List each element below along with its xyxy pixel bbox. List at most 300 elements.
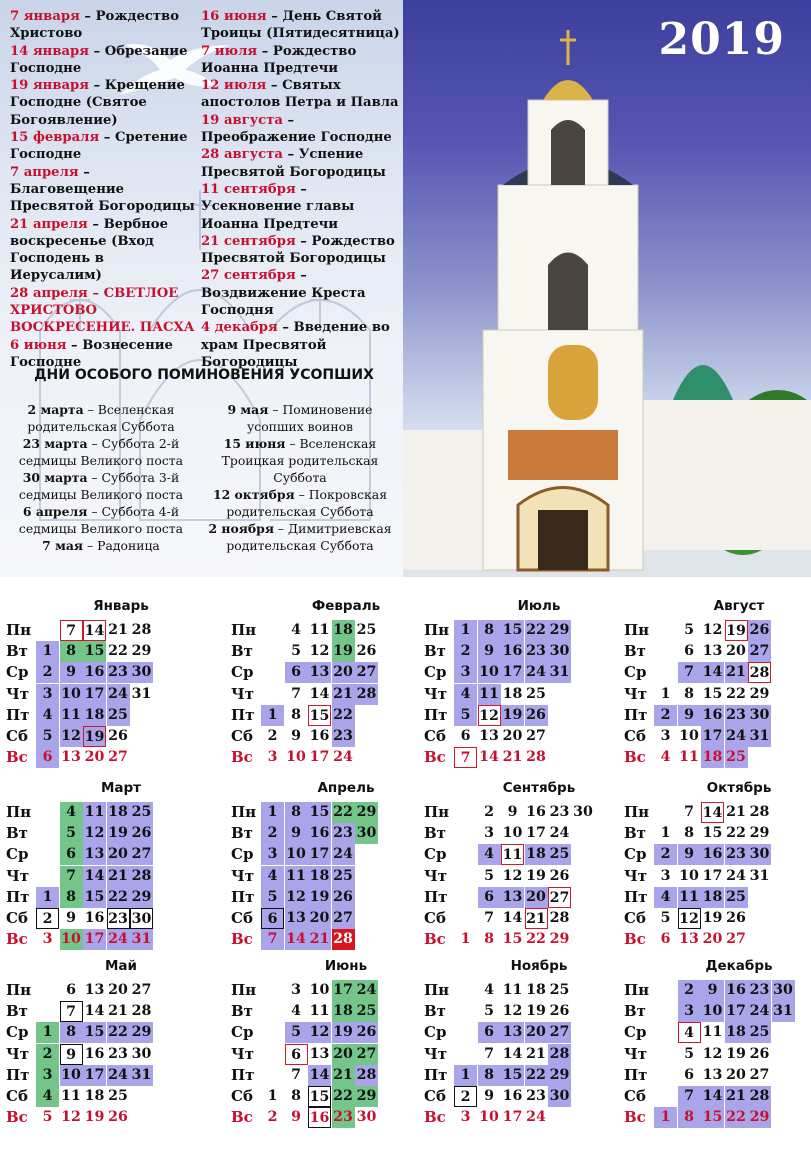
day-cell: 11 bbox=[702, 1024, 723, 1041]
day-cell: 3 bbox=[460, 1109, 471, 1126]
day-cell: 8 bbox=[478, 1065, 501, 1086]
day-cell: 10 bbox=[701, 1001, 724, 1022]
weekday-row bbox=[624, 620, 811, 641]
feast-item bbox=[201, 319, 401, 371]
feast-name: – Успение Пресвятой Богородицы bbox=[201, 147, 386, 180]
day-cell: 31 bbox=[130, 1065, 153, 1086]
day-cell: 29 bbox=[130, 887, 153, 908]
weekday-label: Ср bbox=[231, 845, 254, 864]
day-cell: 9 bbox=[66, 910, 76, 926]
day-cell: 1 bbox=[660, 685, 671, 702]
day-cell: 24 bbox=[725, 726, 748, 747]
feast-item bbox=[10, 43, 198, 78]
weekday-row bbox=[6, 620, 196, 641]
month-7 bbox=[424, 598, 614, 772]
day-cell: 11 bbox=[83, 802, 106, 823]
day-cell: 14 bbox=[285, 929, 308, 950]
weekday-row bbox=[6, 1107, 196, 1128]
weekday-label: Сб bbox=[624, 1087, 646, 1105]
day-cell: 21 bbox=[502, 749, 523, 766]
day-cell: 11 bbox=[61, 1088, 81, 1104]
day-cell: 18 bbox=[526, 982, 546, 998]
day-cell: 19 bbox=[332, 1022, 355, 1043]
day-cell: 8 bbox=[484, 931, 494, 948]
weekday-label: Пт bbox=[424, 705, 448, 724]
day-cell: 5 bbox=[36, 726, 59, 747]
weekday-label: Вс bbox=[424, 748, 446, 767]
weekday-label: Вт bbox=[231, 1002, 253, 1021]
day-cell: 17 bbox=[501, 662, 524, 683]
weekday-label: Пт bbox=[231, 887, 255, 906]
day-cell: 1 bbox=[36, 641, 59, 662]
day-cell: 28 bbox=[526, 749, 546, 766]
weekday-row bbox=[6, 1065, 196, 1086]
memorial-name: – Суббота 2-й седмицы Великого поста bbox=[18, 436, 184, 468]
feast-name: – СВЕТЛОЕ ХРИСТОВО ВОСКРЕСЕНИЕ. ПАСХА bbox=[10, 285, 195, 336]
day-cell: 11 bbox=[678, 887, 701, 908]
feast-date: 15 февраля bbox=[10, 130, 100, 146]
day-cell: 9 bbox=[678, 844, 701, 865]
weekday-row bbox=[6, 802, 196, 823]
day-cell: 8 bbox=[291, 1088, 301, 1104]
day-cell: 18 bbox=[308, 866, 331, 887]
feast-item bbox=[10, 164, 198, 216]
day-cell: 15 bbox=[502, 931, 523, 948]
weekday-label: Пн bbox=[424, 621, 450, 639]
weekday-row bbox=[231, 726, 421, 747]
weekday-row bbox=[231, 887, 421, 908]
day-cell: 5 bbox=[484, 867, 494, 884]
weekday-label: Пт bbox=[624, 887, 648, 906]
day-cell: 12 bbox=[83, 823, 106, 844]
weekday-label: Сб bbox=[231, 1087, 253, 1105]
day-cell: 27 bbox=[548, 887, 571, 908]
weekday-row bbox=[624, 641, 811, 662]
month-1 bbox=[6, 598, 196, 772]
weekday-label: Сб bbox=[424, 909, 446, 927]
day-cell: 11 bbox=[309, 1003, 330, 1020]
day-cell: 31 bbox=[748, 726, 771, 747]
day-cell: 14 bbox=[701, 1086, 724, 1107]
day-cell: 14 bbox=[701, 802, 724, 823]
feast-date: 27 сентября bbox=[201, 268, 296, 284]
day-cell: 24 bbox=[107, 1065, 130, 1086]
weekday-row bbox=[424, 1044, 614, 1065]
day-cell: 8 bbox=[60, 887, 83, 908]
day-cell: 31 bbox=[772, 1001, 795, 1022]
weekday-row bbox=[231, 866, 421, 887]
day-cell: 23 bbox=[108, 1045, 128, 1062]
weekday-row bbox=[6, 1001, 196, 1022]
day-cell: 6 bbox=[285, 1044, 308, 1065]
day-cell: 2 bbox=[36, 1044, 59, 1065]
weekday-row bbox=[424, 1086, 614, 1107]
day-cell: 26 bbox=[549, 1003, 570, 1020]
feast-item bbox=[201, 43, 401, 78]
memorial-name: – Радоница bbox=[83, 538, 160, 553]
feast-date: 21 апреля bbox=[10, 216, 88, 232]
weekday-row bbox=[231, 908, 421, 929]
weekday-row bbox=[624, 726, 811, 747]
day-cell: 3 bbox=[291, 982, 301, 998]
weekday-label: Пт bbox=[624, 705, 648, 724]
day-cell: 23 bbox=[526, 1088, 546, 1104]
weekday-label: Чт bbox=[6, 1044, 29, 1063]
day-cell: 24 bbox=[526, 1109, 546, 1126]
weekday-row bbox=[624, 887, 811, 908]
weekday-row bbox=[424, 908, 614, 929]
memorial-item bbox=[6, 503, 196, 537]
month-8 bbox=[624, 598, 811, 772]
day-cell: 4 bbox=[454, 684, 477, 705]
weekday-label: Вс bbox=[624, 930, 646, 949]
day-cell: 6 bbox=[478, 1022, 501, 1043]
day-cell: 12 bbox=[60, 726, 83, 747]
day-cell: 22 bbox=[107, 887, 130, 908]
month-9 bbox=[424, 780, 614, 954]
memorial-item bbox=[6, 469, 196, 503]
day-cell: 4 bbox=[478, 844, 501, 865]
day-cell: 27 bbox=[355, 1044, 378, 1065]
day-cell: 4 bbox=[291, 622, 301, 638]
day-cell: 12 bbox=[702, 1045, 723, 1062]
weekday-row bbox=[231, 662, 421, 683]
feast-name: – Сретение Господне bbox=[10, 130, 188, 163]
feast-name: – Благовещение Пресвятой Богородицы bbox=[10, 164, 195, 215]
weekday-label: Чт bbox=[624, 684, 647, 703]
weekday-label: Пн bbox=[624, 621, 650, 639]
weekday-label: Вт bbox=[424, 1002, 446, 1021]
day-cell: 14 bbox=[84, 1003, 105, 1020]
day-cell: 24 bbox=[355, 980, 378, 1001]
day-cell: 1 bbox=[654, 1107, 677, 1128]
day-cell: 11 bbox=[679, 749, 699, 766]
day-cell: 26 bbox=[108, 1109, 128, 1126]
day-cell: 24 bbox=[107, 929, 130, 950]
month-name: Апрель bbox=[317, 780, 375, 796]
day-cell: 27 bbox=[108, 749, 128, 766]
day-cell: 20 bbox=[107, 844, 130, 865]
weekday-label: Сб bbox=[6, 1087, 28, 1105]
day-cell: 12 bbox=[502, 1003, 523, 1020]
day-cell: 14 bbox=[83, 866, 106, 887]
weekday-row bbox=[424, 866, 614, 887]
month-6 bbox=[231, 958, 421, 1132]
day-cell: 23 bbox=[725, 705, 748, 726]
weekday-row bbox=[231, 641, 421, 662]
day-cell: 7 bbox=[484, 1045, 494, 1062]
day-cell: 21 bbox=[725, 1086, 748, 1107]
day-cell: 20 bbox=[525, 887, 548, 908]
day-cell: 26 bbox=[130, 823, 153, 844]
weekday-label: Вс bbox=[424, 1108, 446, 1127]
feast-date: 6 июня bbox=[10, 337, 67, 353]
day-cell: 17 bbox=[702, 867, 723, 884]
day-cell: 2 bbox=[267, 1109, 278, 1126]
day-cell: 6 bbox=[60, 844, 83, 865]
calendar-grid bbox=[0, 580, 811, 1153]
day-cell: 14 bbox=[502, 910, 523, 926]
weekday-label: Чт bbox=[424, 866, 447, 885]
day-cell: 2 bbox=[678, 980, 701, 1001]
weekday-label: Чт bbox=[231, 1044, 254, 1063]
feast-item bbox=[201, 8, 401, 43]
day-cell: 25 bbox=[725, 887, 748, 908]
day-cell: 13 bbox=[308, 662, 331, 683]
day-cell: 4 bbox=[60, 802, 83, 823]
day-cell: 16 bbox=[725, 980, 748, 1001]
weekday-label: Пн bbox=[6, 621, 32, 639]
day-cell: 24 bbox=[726, 867, 746, 884]
day-cell: 30 bbox=[748, 705, 771, 726]
day-cell: 2 bbox=[484, 804, 494, 820]
day-cell: 22 bbox=[332, 802, 355, 823]
feast-date: 11 сентября bbox=[201, 181, 296, 197]
day-cell: 4 bbox=[261, 866, 284, 887]
day-cell: 25 bbox=[332, 866, 355, 887]
memorial-name: – Суббота 3-й седмицы Великого поста bbox=[18, 470, 184, 502]
day-cell: 9 bbox=[285, 823, 308, 844]
memorial-item bbox=[200, 435, 400, 486]
weekday-row bbox=[424, 662, 614, 683]
feast-date: 7 января bbox=[10, 9, 80, 24]
day-cell: 10 bbox=[60, 1065, 83, 1086]
day-cell: 6 bbox=[36, 747, 59, 768]
day-cell: 19 bbox=[83, 726, 106, 747]
weekday-row bbox=[424, 887, 614, 908]
day-cell: 10 bbox=[679, 728, 699, 744]
weekday-label: Чт bbox=[6, 684, 29, 703]
feast-item bbox=[201, 146, 401, 181]
weekday-label: Вс bbox=[231, 748, 253, 767]
day-cell: 12 bbox=[308, 1022, 331, 1043]
feast-name: – Рождество Христово bbox=[10, 9, 179, 42]
day-cell: 8 bbox=[684, 685, 694, 702]
memorial-date: 9 мая bbox=[227, 402, 269, 417]
day-cell: 29 bbox=[548, 620, 571, 641]
day-cell: 16 bbox=[502, 1088, 523, 1104]
day-cell: 15 bbox=[308, 1086, 331, 1107]
day-cell: 21 bbox=[332, 1065, 355, 1086]
day-cell: 18 bbox=[701, 887, 724, 908]
weekday-row bbox=[624, 705, 811, 726]
weekday-label: Ср bbox=[6, 663, 29, 682]
day-cell: 7 bbox=[484, 910, 494, 926]
weekday-label: Пн bbox=[6, 803, 32, 821]
weekday-label: Пн bbox=[231, 981, 257, 999]
day-cell: 13 bbox=[702, 1066, 723, 1083]
day-cell: 10 bbox=[286, 749, 306, 766]
day-cell: 30 bbox=[548, 1086, 571, 1107]
memorial-heading: ДНИ ОСОБОГО ПОМИНОВЕНИЯ УСОПШИХ bbox=[34, 367, 374, 383]
weekday-label: Пт bbox=[231, 705, 255, 724]
day-cell: 17 bbox=[83, 684, 106, 705]
day-cell: 6 bbox=[660, 931, 671, 948]
day-cell: 25 bbox=[130, 802, 153, 823]
memorial-name: – Вселенская родительская Суббота bbox=[27, 402, 175, 434]
day-cell: 19 bbox=[308, 887, 331, 908]
weekday-row bbox=[6, 705, 196, 726]
church-illustration bbox=[403, 0, 811, 577]
feast-name: – Крещение Господне (Святое Богоявление) bbox=[10, 78, 185, 128]
day-cell: 29 bbox=[748, 1107, 771, 1128]
day-cell: 23 bbox=[525, 641, 548, 662]
day-cell: 20 bbox=[525, 1022, 548, 1043]
day-cell: 6 bbox=[285, 662, 308, 683]
day-cell: 31 bbox=[548, 662, 571, 683]
weekday-label: Вт bbox=[624, 642, 646, 661]
weekday-row bbox=[424, 705, 614, 726]
day-cell: 9 bbox=[60, 662, 83, 683]
day-cell: 20 bbox=[84, 749, 105, 766]
feast-item bbox=[201, 112, 401, 147]
day-cell: 21 bbox=[108, 622, 128, 638]
day-cell: 14 bbox=[479, 749, 499, 766]
memorial-name: – Вселенская Троицкая родительская Суббота bbox=[221, 436, 379, 485]
day-cell: 15 bbox=[702, 825, 723, 842]
day-cell: 23 bbox=[549, 804, 570, 820]
day-cell: 26 bbox=[356, 643, 377, 660]
weekday-row bbox=[6, 908, 196, 929]
weekday-row bbox=[231, 929, 421, 950]
weekday-row bbox=[424, 929, 614, 950]
day-cell: 10 bbox=[478, 662, 501, 683]
weekday-row bbox=[231, 684, 421, 705]
day-cell: 12 bbox=[61, 1109, 81, 1126]
weekday-row bbox=[624, 1107, 811, 1128]
day-cell: 29 bbox=[131, 643, 152, 660]
day-cell: 21 bbox=[308, 929, 331, 950]
feast-item bbox=[201, 233, 401, 268]
month-name: Март bbox=[100, 780, 142, 796]
day-cell: 26 bbox=[549, 867, 570, 884]
day-cell: 17 bbox=[83, 929, 106, 950]
day-cell: 9 bbox=[291, 1109, 301, 1126]
memorial-date: 12 октября bbox=[212, 487, 295, 502]
day-cell: 2 bbox=[36, 908, 59, 929]
day-cell: 7 bbox=[261, 929, 284, 950]
day-cell: 22 bbox=[107, 1022, 130, 1043]
day-cell: 29 bbox=[548, 1065, 571, 1086]
weekday-label: Чт bbox=[231, 866, 254, 885]
feast-item bbox=[10, 285, 198, 337]
weekday-row bbox=[424, 684, 614, 705]
day-cell: 29 bbox=[130, 1022, 153, 1043]
weekday-label: Ср bbox=[424, 1023, 447, 1042]
day-cell: 28 bbox=[131, 1003, 152, 1020]
day-cell: 23 bbox=[748, 980, 771, 1001]
day-cell: 27 bbox=[131, 982, 152, 998]
day-cell: 27 bbox=[748, 641, 771, 662]
weekday-row bbox=[624, 908, 811, 929]
day-cell: 9 bbox=[60, 1044, 83, 1065]
weekday-label: Ср bbox=[6, 845, 29, 864]
feast-item bbox=[10, 216, 198, 285]
day-cell: 18 bbox=[332, 620, 355, 641]
weekday-row bbox=[624, 662, 811, 683]
day-cell: 30 bbox=[748, 844, 771, 865]
weekday-label: Чт bbox=[424, 684, 447, 703]
day-cell: 1 bbox=[460, 931, 471, 948]
memorial-date: 23 марта bbox=[22, 436, 88, 451]
day-cell: 15 bbox=[308, 802, 331, 823]
day-cell: 29 bbox=[549, 931, 570, 948]
day-cell: 24 bbox=[549, 825, 570, 842]
month-2 bbox=[231, 598, 421, 772]
day-cell: 25 bbox=[548, 844, 571, 865]
day-cell: 21 bbox=[726, 804, 746, 820]
weekday-row bbox=[6, 866, 196, 887]
day-cell: 22 bbox=[108, 643, 128, 660]
month-name: Декабрь bbox=[705, 958, 773, 974]
weekday-label: Пт bbox=[624, 1065, 648, 1084]
day-cell: 29 bbox=[355, 802, 378, 823]
day-cell: 27 bbox=[526, 728, 546, 744]
day-cell: 30 bbox=[772, 980, 795, 1001]
weekday-row bbox=[231, 1086, 421, 1107]
weekday-row bbox=[6, 844, 196, 865]
day-cell: 1 bbox=[660, 825, 671, 842]
day-cell: 24 bbox=[748, 1001, 771, 1022]
weekday-label: Вт bbox=[231, 824, 253, 843]
memorial-list-right bbox=[200, 401, 400, 554]
day-cell: 13 bbox=[309, 1045, 330, 1062]
weekday-label: Сб bbox=[424, 1087, 446, 1105]
weekday-label: Ср bbox=[231, 663, 254, 682]
day-cell: 30 bbox=[130, 662, 153, 683]
day-cell: 3 bbox=[678, 1001, 701, 1022]
day-cell: 27 bbox=[130, 844, 153, 865]
day-cell: 1 bbox=[36, 887, 59, 908]
feast-name: – Обрезание Господне bbox=[10, 43, 188, 76]
month-3 bbox=[6, 780, 196, 954]
day-cell: 6 bbox=[66, 982, 76, 998]
day-cell: 5 bbox=[60, 823, 83, 844]
day-cell: 20 bbox=[726, 1066, 746, 1083]
day-cell: 18 bbox=[84, 1088, 105, 1104]
weekday-row bbox=[6, 1044, 196, 1065]
day-cell: 10 bbox=[60, 929, 83, 950]
day-cell: 13 bbox=[83, 844, 106, 865]
weekday-label: Ср bbox=[6, 1023, 29, 1042]
day-cell: 1 bbox=[454, 620, 477, 641]
day-cell: 11 bbox=[501, 844, 524, 865]
feast-item bbox=[201, 181, 401, 233]
feast-name: – Усекновение главы Иоанна Предтечи bbox=[201, 181, 355, 232]
weekday-label: Вс bbox=[624, 748, 646, 767]
month-name: Ноябрь bbox=[510, 958, 568, 974]
day-cell: 20 bbox=[308, 908, 331, 929]
day-cell: 18 bbox=[525, 844, 548, 865]
day-cell: 16 bbox=[308, 823, 331, 844]
weekday-label: Пн bbox=[231, 803, 257, 821]
memorial-date: 2 ноября bbox=[208, 521, 274, 536]
day-cell: 25 bbox=[748, 1022, 771, 1043]
day-cell: 15 bbox=[501, 620, 524, 641]
day-cell: 25 bbox=[356, 622, 377, 638]
day-cell: 5 bbox=[684, 622, 694, 638]
weekday-label: Вс bbox=[6, 748, 28, 767]
day-cell: 5 bbox=[660, 910, 671, 926]
day-cell: 19 bbox=[107, 823, 130, 844]
memorial-date: 30 марта bbox=[22, 470, 88, 485]
day-cell: 29 bbox=[355, 1086, 378, 1107]
day-cell: 26 bbox=[108, 728, 128, 744]
day-cell: 10 bbox=[679, 867, 699, 884]
day-cell: 12 bbox=[478, 705, 501, 726]
day-cell: 16 bbox=[309, 728, 330, 744]
weekday-label: Вт bbox=[624, 1002, 646, 1021]
